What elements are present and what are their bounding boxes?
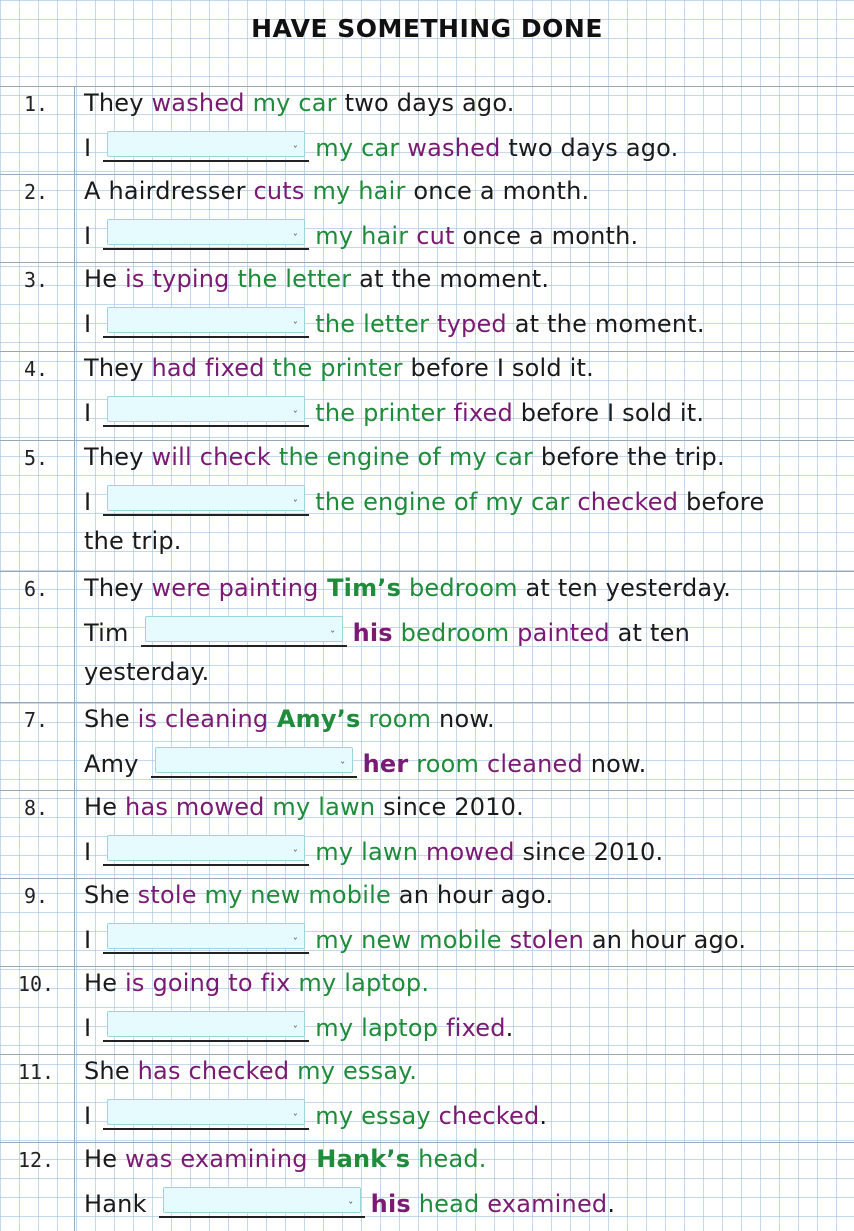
rewrite-sentence xyxy=(84,922,746,955)
dropdown-box[interactable] xyxy=(107,219,305,245)
subject-label: I xyxy=(84,310,92,338)
sentence-fragment: She xyxy=(84,1057,138,1085)
original-sentence xyxy=(84,1056,417,1086)
item-number: 12. xyxy=(17,1148,55,1172)
chevron-down-icon[interactable]: ˇ xyxy=(292,409,299,422)
row-separator xyxy=(0,262,854,263)
chevron-down-icon[interactable]: ˇ xyxy=(292,848,299,861)
sentence-fragment: They xyxy=(84,443,152,471)
subject-label: Hank xyxy=(84,1190,147,1218)
sentence-fragment: two days ago. xyxy=(336,89,515,117)
sentence-fragment: an hour ago. xyxy=(584,926,747,954)
sentence-fragment: my hair xyxy=(304,177,406,205)
rewrite-sentence xyxy=(84,395,704,428)
sentence-fragment: the letter xyxy=(315,310,430,338)
sentence-fragment: my hair xyxy=(315,222,409,250)
original-sentence xyxy=(84,792,524,822)
item-number: 1. xyxy=(23,92,49,116)
sentence-fragment: Hank’s xyxy=(307,1145,411,1173)
sentence-fragment: the engine of my car xyxy=(315,488,570,516)
sentence-fragment: my laptop. xyxy=(290,969,430,997)
answer-dropdown[interactable] xyxy=(103,218,309,250)
item-number: 5. xyxy=(23,446,49,470)
dropdown-box[interactable] xyxy=(107,1099,305,1125)
dropdown-box[interactable] xyxy=(107,396,305,422)
sentence-fragment: is going to fix xyxy=(125,969,291,997)
dropdown-box[interactable] xyxy=(107,131,305,157)
chevron-down-icon[interactable]: ˇ xyxy=(292,936,299,949)
sentence-fragment: the letter xyxy=(229,265,352,293)
sentence-fragment: . xyxy=(505,1014,514,1042)
original-sentence xyxy=(84,264,549,294)
dropdown-box[interactable] xyxy=(107,485,305,511)
sentence-fragment: will check xyxy=(151,443,271,471)
row-separator xyxy=(0,1054,854,1055)
item-number: 7. xyxy=(23,708,49,732)
item-number: 9. xyxy=(23,884,49,908)
dropdown-box[interactable] xyxy=(107,835,305,861)
rewrite-sentence xyxy=(84,306,705,339)
original-sentence xyxy=(84,1144,487,1174)
sentence-fragment: his xyxy=(370,1190,411,1218)
sentence-fragment: They xyxy=(84,354,152,382)
sentence-fragment: Amy’s xyxy=(268,705,361,733)
sentence-fragment: my new mobile xyxy=(315,926,502,954)
sentence-fragment: She xyxy=(84,881,138,909)
subject-label: I xyxy=(84,838,92,866)
sentence-fragment: cleaned xyxy=(479,750,583,778)
sentence-fragment: before xyxy=(678,488,765,516)
rewrite-sentence xyxy=(84,746,647,779)
sentence-fragment: now. xyxy=(582,750,647,778)
rewrite-sentence xyxy=(84,1098,547,1131)
dropdown-box[interactable] xyxy=(145,616,343,642)
sentence-fragment: A hairdresser xyxy=(84,177,254,205)
subject-label: I xyxy=(84,1102,92,1130)
sentence-fragment: bedroom xyxy=(392,619,510,647)
answer-dropdown[interactable] xyxy=(103,395,309,427)
row-separator xyxy=(0,351,854,352)
item-number: 2. xyxy=(23,180,49,204)
sentence-fragment: since 2010. xyxy=(375,793,524,821)
row-separator xyxy=(0,1142,854,1143)
subject-label: I xyxy=(84,134,92,162)
dropdown-box[interactable] xyxy=(163,1187,361,1213)
sentence-fragment: is typing xyxy=(125,265,230,293)
number-column-divider xyxy=(74,86,75,1231)
sentence-fragment: at the moment. xyxy=(351,265,550,293)
sentence-fragment: He xyxy=(84,969,126,997)
sentence-fragment: before I sold it. xyxy=(512,399,705,427)
item-number: 4. xyxy=(23,357,49,381)
sentence-fragment: my lawn xyxy=(315,838,419,866)
sentence-fragment: cut xyxy=(408,222,455,250)
item-number: 6. xyxy=(23,577,49,601)
sentence-fragment: before the trip. xyxy=(533,443,725,471)
answer-dropdown[interactable] xyxy=(103,306,309,338)
rewrite-sentence xyxy=(84,1186,615,1219)
rewrite-sentence xyxy=(84,615,690,648)
subject-label: Amy xyxy=(84,750,139,778)
original-sentence xyxy=(84,442,725,472)
dropdown-box[interactable] xyxy=(107,307,305,333)
sentence-fragment: Tim’s xyxy=(318,574,402,602)
sentence-fragment: stolen xyxy=(501,926,585,954)
chevron-down-icon[interactable]: ˇ xyxy=(292,1024,299,1037)
rewrite-sentence xyxy=(84,218,638,251)
sentence-fragment: at ten yesterday. xyxy=(517,574,732,602)
sentence-fragment: an hour ago. xyxy=(390,881,554,909)
sentence-fragment: is cleaning xyxy=(137,705,269,733)
sentence-fragment: . xyxy=(607,1190,616,1218)
sentence-fragment: has checked xyxy=(137,1057,290,1085)
subject-label: I xyxy=(84,926,92,954)
dropdown-box[interactable] xyxy=(107,923,305,949)
answer-dropdown[interactable] xyxy=(103,1010,309,1042)
chevron-down-icon[interactable]: ˇ xyxy=(329,629,336,642)
item-number: 10. xyxy=(17,972,55,996)
original-sentence xyxy=(84,573,731,603)
chevron-down-icon[interactable]: ˇ xyxy=(292,144,299,157)
row-separator xyxy=(0,878,854,879)
sentence-fragment: fixed xyxy=(438,1014,506,1042)
sentence-fragment: . xyxy=(539,1102,548,1130)
sentence-fragment: She xyxy=(84,705,138,733)
sentence-fragment: washed xyxy=(399,134,501,162)
sentence-continuation: yesterday. xyxy=(84,658,210,686)
rewrite-sentence xyxy=(84,130,678,163)
sentence-fragment: my laptop xyxy=(315,1014,439,1042)
subject-label: I xyxy=(84,1014,92,1042)
row-separator xyxy=(0,790,854,791)
rewrite-sentence xyxy=(84,834,663,867)
sentence-fragment: now. xyxy=(431,705,495,733)
sentence-fragment: my car xyxy=(244,89,337,117)
sentence-fragment: her xyxy=(362,750,409,778)
sentence-fragment: examined xyxy=(479,1190,608,1218)
item-number: 11. xyxy=(17,1060,55,1084)
sentence-fragment: typed xyxy=(429,310,507,338)
answer-dropdown[interactable] xyxy=(103,130,309,162)
page-title: HAVE SOMETHING DONE xyxy=(251,14,603,43)
sentence-fragment: He xyxy=(84,793,126,821)
subject-label: I xyxy=(84,222,92,250)
sentence-fragment: checked xyxy=(430,1102,540,1130)
row-separator xyxy=(0,571,854,572)
sentence-fragment: cuts xyxy=(253,177,305,205)
sentence-continuation: the trip. xyxy=(84,527,182,555)
sentence-fragment: has mowed xyxy=(125,793,265,821)
row-separator xyxy=(0,702,854,703)
sentence-fragment: was examining xyxy=(125,1145,308,1173)
answer-dropdown[interactable] xyxy=(103,1098,309,1130)
sentence-fragment: my new mobile xyxy=(196,881,391,909)
subject-label: I xyxy=(84,399,92,427)
original-sentence xyxy=(84,176,589,206)
dropdown-box[interactable] xyxy=(107,1011,305,1037)
sentence-fragment: room xyxy=(408,750,480,778)
sentence-fragment: checked xyxy=(569,488,679,516)
rewrite-sentence xyxy=(84,484,764,517)
subject-label: Tim xyxy=(84,619,129,647)
sentence-fragment: at ten xyxy=(609,619,690,647)
original-sentence xyxy=(84,704,495,734)
chevron-down-icon[interactable]: ˇ xyxy=(347,1200,354,1213)
rewrite-sentence xyxy=(84,1010,514,1043)
sentence-fragment: He xyxy=(84,1145,126,1173)
dropdown-box[interactable] xyxy=(155,747,353,773)
answer-dropdown[interactable] xyxy=(103,834,309,866)
original-sentence xyxy=(84,353,594,383)
sentence-fragment: room xyxy=(360,705,432,733)
sentence-fragment: were painting xyxy=(151,574,319,602)
row-separator xyxy=(0,440,854,441)
original-sentence xyxy=(84,88,515,118)
chevron-down-icon[interactable]: ˇ xyxy=(292,232,299,245)
sentence-fragment: the printer xyxy=(264,354,403,382)
sentence-fragment: fixed xyxy=(445,399,513,427)
answer-dropdown[interactable] xyxy=(159,1186,365,1218)
answer-dropdown[interactable] xyxy=(103,484,309,516)
answer-dropdown[interactable] xyxy=(151,746,357,778)
sentence-fragment: bedroom xyxy=(401,574,518,602)
chevron-down-icon[interactable]: ˇ xyxy=(292,320,299,333)
sentence-fragment: the engine of my car xyxy=(271,443,534,471)
item-number: 8. xyxy=(23,796,49,820)
sentence-fragment: my essay. xyxy=(289,1057,418,1085)
sentence-fragment: head. xyxy=(410,1145,487,1173)
sentence-fragment: mowed xyxy=(418,838,515,866)
sentence-fragment: my car xyxy=(315,134,400,162)
original-sentence xyxy=(84,968,429,998)
chevron-down-icon[interactable]: ˇ xyxy=(292,1112,299,1125)
sentence-fragment: the printer xyxy=(315,399,446,427)
sentence-fragment: He xyxy=(84,265,126,293)
chevron-down-icon[interactable]: ˇ xyxy=(339,760,346,773)
answer-dropdown[interactable] xyxy=(141,615,347,647)
sentence-fragment: my essay xyxy=(315,1102,431,1130)
sentence-fragment: my lawn xyxy=(264,793,376,821)
sentence-fragment: before I sold it. xyxy=(402,354,594,382)
item-number: 3. xyxy=(23,268,49,292)
sentence-fragment: painted xyxy=(509,619,610,647)
sentence-fragment: once a month. xyxy=(454,222,639,250)
row-separator xyxy=(0,966,854,967)
sentence-fragment: two days ago. xyxy=(500,134,679,162)
sentence-fragment: at the moment. xyxy=(506,310,705,338)
sentence-fragment: since 2010. xyxy=(514,838,664,866)
sentence-fragment: had fixed xyxy=(151,354,265,382)
sentence-fragment: once a month. xyxy=(405,177,590,205)
original-sentence xyxy=(84,880,553,910)
sentence-fragment: They xyxy=(84,574,152,602)
row-separator xyxy=(0,174,854,175)
row-separator xyxy=(0,86,854,87)
sentence-fragment: his xyxy=(352,619,393,647)
sentence-fragment: stole xyxy=(137,881,197,909)
sentence-fragment: head xyxy=(410,1190,480,1218)
subject-label: I xyxy=(84,488,92,516)
chevron-down-icon[interactable]: ˇ xyxy=(292,498,299,511)
sentence-fragment: washed xyxy=(151,89,245,117)
answer-dropdown[interactable] xyxy=(103,922,309,954)
sentence-fragment: They xyxy=(84,89,152,117)
